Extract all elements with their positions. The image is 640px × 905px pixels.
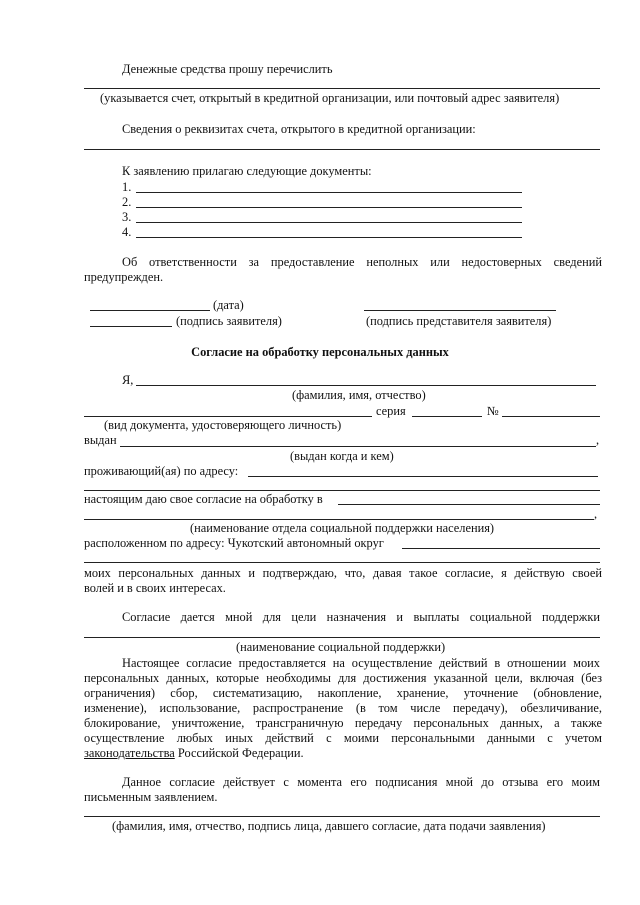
- address-label: проживающий(ая) по адресу:: [84, 464, 239, 478]
- actions-text-line: изменение), использование, распространение (в том числе передачу), обезличивание,: [84, 701, 602, 715]
- actions-text-line: блокирование, уничтожение, трансграничную передачу персональных данных, а также: [84, 716, 602, 730]
- fio-caption: (фамилия, имя, отчество): [292, 388, 426, 402]
- number-label: №: [487, 404, 499, 418]
- attachment-number: 3.: [122, 210, 132, 224]
- address-field-continued[interactable]: [84, 490, 600, 491]
- support-name-caption: (наименование социальной поддержки): [236, 640, 446, 654]
- address-field[interactable]: [248, 476, 598, 477]
- consent-text-line: моих персональных данных и подтверждаю, что, давая такое согласие, я действую своей: [84, 566, 602, 580]
- applicant-signature-field[interactable]: [90, 326, 172, 327]
- transfer-account-field[interactable]: [84, 88, 600, 89]
- location-field[interactable]: [402, 548, 600, 549]
- consent-title: Согласие на обработку персональных данных: [191, 345, 449, 359]
- attachment-field-3[interactable]: [136, 222, 522, 223]
- attachments-title: К заявлению прилагаю следующие документы:: [122, 164, 372, 178]
- final-signature-field[interactable]: [84, 816, 600, 817]
- attachment-number: 4.: [122, 225, 132, 239]
- actions-text-line: осуществление любых иных действий с моими персональными данными с учетом: [84, 731, 602, 745]
- responsibility-line: предупрежден.: [84, 270, 164, 284]
- issued-label: выдан: [84, 433, 117, 447]
- series-label: серия: [376, 404, 406, 418]
- department-caption: (наименование отдела социальной поддержки населения): [190, 521, 495, 535]
- attachment-field-4[interactable]: [136, 237, 522, 238]
- final-signature-caption: (фамилия, имя, отчество, подпись лица, давшего согласие, дата подачи заявления): [112, 819, 546, 833]
- actions-text-line: ограничения) сбор, систематизацию, накопление, хранение, уточнение (обновление,: [84, 686, 602, 700]
- date-field[interactable]: [90, 310, 210, 311]
- attachment-field-2[interactable]: [136, 207, 522, 208]
- attachment-number: 2.: [122, 195, 132, 209]
- responsibility-line: Об ответственности за предоставление неполных или недостоверных сведений: [122, 255, 602, 269]
- purpose-text: Согласие дается мной для цели назначения и выплаты социальной поддержки: [122, 610, 600, 624]
- validity-text-line: письменным заявлением.: [84, 790, 218, 804]
- actions-text-line: Настоящее согласие предоставляется на осуществление действий в отношении моих: [122, 656, 600, 670]
- actions-text-last-line: [84, 746, 304, 761]
- location-field-continued[interactable]: [84, 562, 600, 563]
- fio-field[interactable]: [136, 385, 596, 386]
- transfer-request: Денежные средства прошу перечислить: [122, 62, 333, 76]
- attachment-field-1[interactable]: [136, 192, 522, 193]
- date-caption: (дата): [213, 298, 244, 312]
- support-name-field[interactable]: [84, 637, 600, 638]
- actions-text-line: персональных данных, которые необходимы для достижения указанной цели, включая (без: [84, 671, 602, 685]
- agree-label: настоящим даю свое согласие на обработку в: [84, 492, 323, 506]
- number-field[interactable]: [502, 416, 600, 417]
- representative-signature-caption: (подпись представителя заявителя): [366, 314, 552, 328]
- account-details-label: Сведения о реквизитах счета, открытого в кредитной организации:: [122, 122, 476, 136]
- law-rest: Российской Федерации.: [174, 746, 304, 760]
- id-document-caption: (вид документа, удостоверяющего личность): [104, 418, 342, 432]
- law-link[interactable]: законодательства: [84, 746, 175, 760]
- consent-text-line: волей и в своих интересах.: [84, 581, 226, 595]
- location-label: расположенном по адресу: Чукотский автономный округ: [84, 536, 384, 550]
- attachment-number: 1.: [122, 180, 132, 194]
- department-comma: ,: [594, 507, 598, 521]
- account-details-field[interactable]: [84, 149, 600, 150]
- validity-text-line: Данное согласие действует с момента его подписания мной до отзыва его моим: [122, 775, 600, 789]
- representative-signature-field[interactable]: [364, 310, 556, 311]
- issued-caption: (выдан когда и кем): [290, 449, 394, 463]
- applicant-signature-caption: (подпись заявителя): [176, 314, 282, 328]
- series-field[interactable]: [412, 416, 482, 417]
- issued-comma: ,: [596, 433, 600, 447]
- consent-i-label: Я,: [122, 373, 134, 387]
- issued-field[interactable]: [120, 446, 596, 447]
- transfer-caption: (указывается счет, открытый в кредитной организации, или почтовый адрес заявителя): [100, 91, 560, 105]
- department-field-continued[interactable]: [84, 519, 594, 520]
- department-field[interactable]: [338, 504, 600, 505]
- id-document-field[interactable]: [84, 416, 372, 417]
